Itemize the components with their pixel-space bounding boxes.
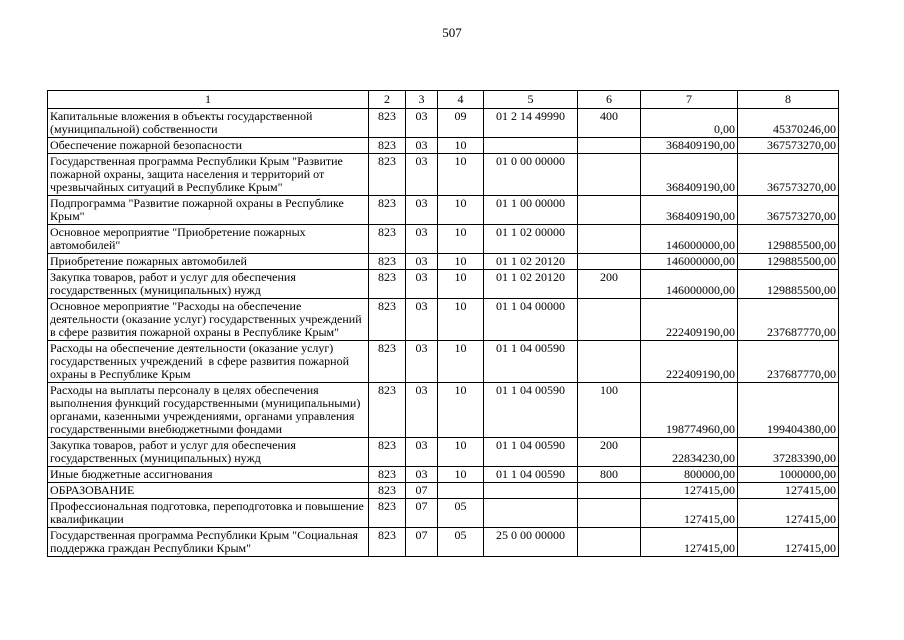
- cell-amount-col7: 800000,00: [641, 467, 738, 483]
- cell-grbs-code: 823: [369, 138, 406, 154]
- cell-amount-col8: 129885500,00: [738, 254, 839, 270]
- cell-amount-col7: 222409190,00: [641, 341, 738, 383]
- column-header-3: 3: [406, 91, 438, 109]
- cell-section-code: 03: [406, 225, 438, 254]
- cell-grbs-code: 823: [369, 499, 406, 528]
- cell-expense-type-code: [578, 225, 641, 254]
- cell-amount-col7: 368409190,00: [641, 196, 738, 225]
- cell-title: Государственная программа Республики Крым "Развитие пожарной охраны, защита населения и территорий от чрезвычайных ситуаций в Республике Крым": [48, 154, 369, 196]
- cell-subsection-code: 10: [438, 270, 484, 299]
- cell-target-article-code: 25 0 00 00000: [484, 528, 578, 557]
- cell-title: Иные бюджетные ассигнования: [48, 467, 369, 483]
- cell-target-article-code: [484, 499, 578, 528]
- cell-amount-col8: 367573270,00: [738, 196, 839, 225]
- table-row: [48, 499, 839, 528]
- cell-section-code: 03: [406, 270, 438, 299]
- cell-target-article-code: 01 2 14 49990: [484, 109, 578, 138]
- cell-grbs-code: 823: [369, 438, 406, 467]
- cell-section-code: 03: [406, 467, 438, 483]
- cell-amount-col7: 368409190,00: [641, 138, 738, 154]
- column-header-6: 6: [578, 91, 641, 109]
- cell-target-article-code: 01 1 00 00000: [484, 196, 578, 225]
- cell-title: Капитальные вложения в объекты государственной (муниципальной) собственности: [48, 109, 369, 138]
- cell-expense-type-code: 800: [578, 467, 641, 483]
- cell-subsection-code: 10: [438, 467, 484, 483]
- table-row: [48, 483, 839, 499]
- cell-section-code: 03: [406, 383, 438, 438]
- cell-title: Государственная программа Республики Крым "Социальная поддержка граждан Республики Крым": [48, 528, 369, 557]
- cell-grbs-code: 823: [369, 383, 406, 438]
- cell-target-article-code: 01 0 00 00000: [484, 154, 578, 196]
- cell-amount-col8: 237687770,00: [738, 299, 839, 341]
- cell-grbs-code: 823: [369, 154, 406, 196]
- cell-amount-col7: 198774960,00: [641, 383, 738, 438]
- cell-grbs-code: 823: [369, 483, 406, 499]
- cell-title: Основное мероприятие "Приобретение пожарных автомобилей": [48, 225, 369, 254]
- cell-section-code: 07: [406, 499, 438, 528]
- cell-amount-col8: 127415,00: [738, 499, 839, 528]
- column-header-5: 5: [484, 91, 578, 109]
- cell-expense-type-code: 200: [578, 438, 641, 467]
- cell-expense-type-code: [578, 341, 641, 383]
- cell-amount-col8: 45370246,00: [738, 109, 839, 138]
- cell-title: Основное мероприятие "Расходы на обеспечение деятельности (оказание услуг) государственных учреждений в сфере развития пожарной охраны в Республике Крым": [48, 299, 369, 341]
- cell-subsection-code: 10: [438, 196, 484, 225]
- cell-subsection-code: 10: [438, 299, 484, 341]
- cell-expense-type-code: [578, 499, 641, 528]
- cell-amount-col7: 22834230,00: [641, 438, 738, 467]
- table-row: [48, 109, 839, 138]
- cell-subsection-code: 10: [438, 138, 484, 154]
- cell-grbs-code: 823: [369, 341, 406, 383]
- cell-title: Закупка товаров, работ и услуг для обеспечения государственных (муниципальных) нужд: [48, 438, 369, 467]
- table-row: [48, 270, 839, 299]
- cell-title: Расходы на выплаты персоналу в целях обеспечения выполнения функций государственными (муниципальными) органами, казенными учреждениями, органами управления государственными внебюджетными фондами: [48, 383, 369, 438]
- cell-amount-col7: 0,00: [641, 109, 738, 138]
- cell-grbs-code: 823: [369, 225, 406, 254]
- table-row: [48, 299, 839, 341]
- cell-subsection-code: 10: [438, 225, 484, 254]
- cell-expense-type-code: [578, 196, 641, 225]
- table-row: [48, 383, 839, 438]
- cell-section-code: 03: [406, 438, 438, 467]
- cell-subsection-code: [438, 483, 484, 499]
- cell-title: Приобретение пожарных автомобилей: [48, 254, 369, 270]
- column-header-7: 7: [641, 91, 738, 109]
- cell-expense-type-code: [578, 254, 641, 270]
- table-row: [48, 341, 839, 383]
- cell-section-code: 03: [406, 138, 438, 154]
- cell-subsection-code: 10: [438, 383, 484, 438]
- cell-target-article-code: 01 1 04 00590: [484, 467, 578, 483]
- cell-expense-type-code: [578, 299, 641, 341]
- table-row: [48, 196, 839, 225]
- cell-grbs-code: 823: [369, 467, 406, 483]
- cell-amount-col7: 368409190,00: [641, 154, 738, 196]
- cell-expense-type-code: [578, 154, 641, 196]
- cell-amount-col7: 127415,00: [641, 483, 738, 499]
- cell-amount-col7: 127415,00: [641, 528, 738, 557]
- cell-expense-type-code: [578, 528, 641, 557]
- cell-amount-col7: 146000000,00: [641, 254, 738, 270]
- cell-grbs-code: 823: [369, 254, 406, 270]
- cell-subsection-code: 10: [438, 254, 484, 270]
- cell-expense-type-code: 200: [578, 270, 641, 299]
- cell-amount-col8: 1000000,00: [738, 467, 839, 483]
- table-row: [48, 138, 839, 154]
- cell-target-article-code: 01 1 04 00590: [484, 438, 578, 467]
- cell-section-code: 07: [406, 528, 438, 557]
- cell-amount-col8: 237687770,00: [738, 341, 839, 383]
- cell-subsection-code: 10: [438, 438, 484, 467]
- cell-amount-col8: 127415,00: [738, 528, 839, 557]
- cell-target-article-code: 01 1 02 20120: [484, 270, 578, 299]
- cell-expense-type-code: [578, 483, 641, 499]
- cell-title: ОБРАЗОВАНИЕ: [48, 483, 369, 499]
- cell-section-code: 03: [406, 196, 438, 225]
- cell-target-article-code: 01 1 04 00590: [484, 383, 578, 438]
- cell-target-article-code: 01 1 04 00000: [484, 299, 578, 341]
- cell-title: Расходы на обеспечение деятельности (оказание услуг) государственных учреждений в сфере развития пожарной охраны в Республике Крым: [48, 341, 369, 383]
- cell-subsection-code: 10: [438, 154, 484, 196]
- cell-grbs-code: 823: [369, 196, 406, 225]
- cell-expense-type-code: 400: [578, 109, 641, 138]
- cell-amount-col7: 146000000,00: [641, 270, 738, 299]
- table-row: [48, 254, 839, 270]
- cell-amount-col7: 222409190,00: [641, 299, 738, 341]
- cell-amount-col8: 129885500,00: [738, 225, 839, 254]
- budget-expenditure-table: [47, 90, 839, 557]
- table-row: [48, 225, 839, 254]
- cell-amount-col7: 127415,00: [641, 499, 738, 528]
- cell-target-article-code: [484, 483, 578, 499]
- table-row: [48, 154, 839, 196]
- cell-title: Профессиональная подготовка, переподготовка и повышение квалификации: [48, 499, 369, 528]
- cell-target-article-code: 01 1 02 20120: [484, 254, 578, 270]
- cell-title: Подпрограмма "Развитие пожарной охраны в Республике Крым": [48, 196, 369, 225]
- cell-expense-type-code: [578, 138, 641, 154]
- cell-section-code: 03: [406, 299, 438, 341]
- cell-section-code: 03: [406, 341, 438, 383]
- column-header-2: 2: [369, 91, 406, 109]
- cell-section-code: 03: [406, 254, 438, 270]
- column-header-4: 4: [438, 91, 484, 109]
- cell-target-article-code: [484, 138, 578, 154]
- cell-expense-type-code: 100: [578, 383, 641, 438]
- table-row: [48, 467, 839, 483]
- cell-subsection-code: 05: [438, 528, 484, 557]
- table-row: [48, 438, 839, 467]
- cell-target-article-code: 01 1 04 00590: [484, 341, 578, 383]
- column-header-1: 1: [48, 91, 369, 109]
- cell-target-article-code: 01 1 02 00000: [484, 225, 578, 254]
- cell-subsection-code: 09: [438, 109, 484, 138]
- cell-title: Обеспечение пожарной безопасности: [48, 138, 369, 154]
- cell-amount-col8: 127415,00: [738, 483, 839, 499]
- cell-amount-col8: 199404380,00: [738, 383, 839, 438]
- cell-subsection-code: 05: [438, 499, 484, 528]
- cell-grbs-code: 823: [369, 299, 406, 341]
- cell-amount-col8: 367573270,00: [738, 138, 839, 154]
- cell-grbs-code: 823: [369, 270, 406, 299]
- cell-amount-col8: 129885500,00: [738, 270, 839, 299]
- cell-amount-col8: 37283390,00: [738, 438, 839, 467]
- cell-section-code: 03: [406, 109, 438, 138]
- cell-amount-col7: 146000000,00: [641, 225, 738, 254]
- cell-subsection-code: 10: [438, 341, 484, 383]
- page-number: 507: [442, 25, 462, 40]
- column-header-8: 8: [738, 91, 839, 109]
- cell-grbs-code: 823: [369, 109, 406, 138]
- cell-section-code: 07: [406, 483, 438, 499]
- cell-grbs-code: 823: [369, 528, 406, 557]
- cell-amount-col8: 367573270,00: [738, 154, 839, 196]
- table-header-row: [48, 91, 839, 109]
- table-row: [48, 528, 839, 557]
- cell-title: Закупка товаров, работ и услуг для обеспечения государственных (муниципальных) нужд: [48, 270, 369, 299]
- cell-section-code: 03: [406, 154, 438, 196]
